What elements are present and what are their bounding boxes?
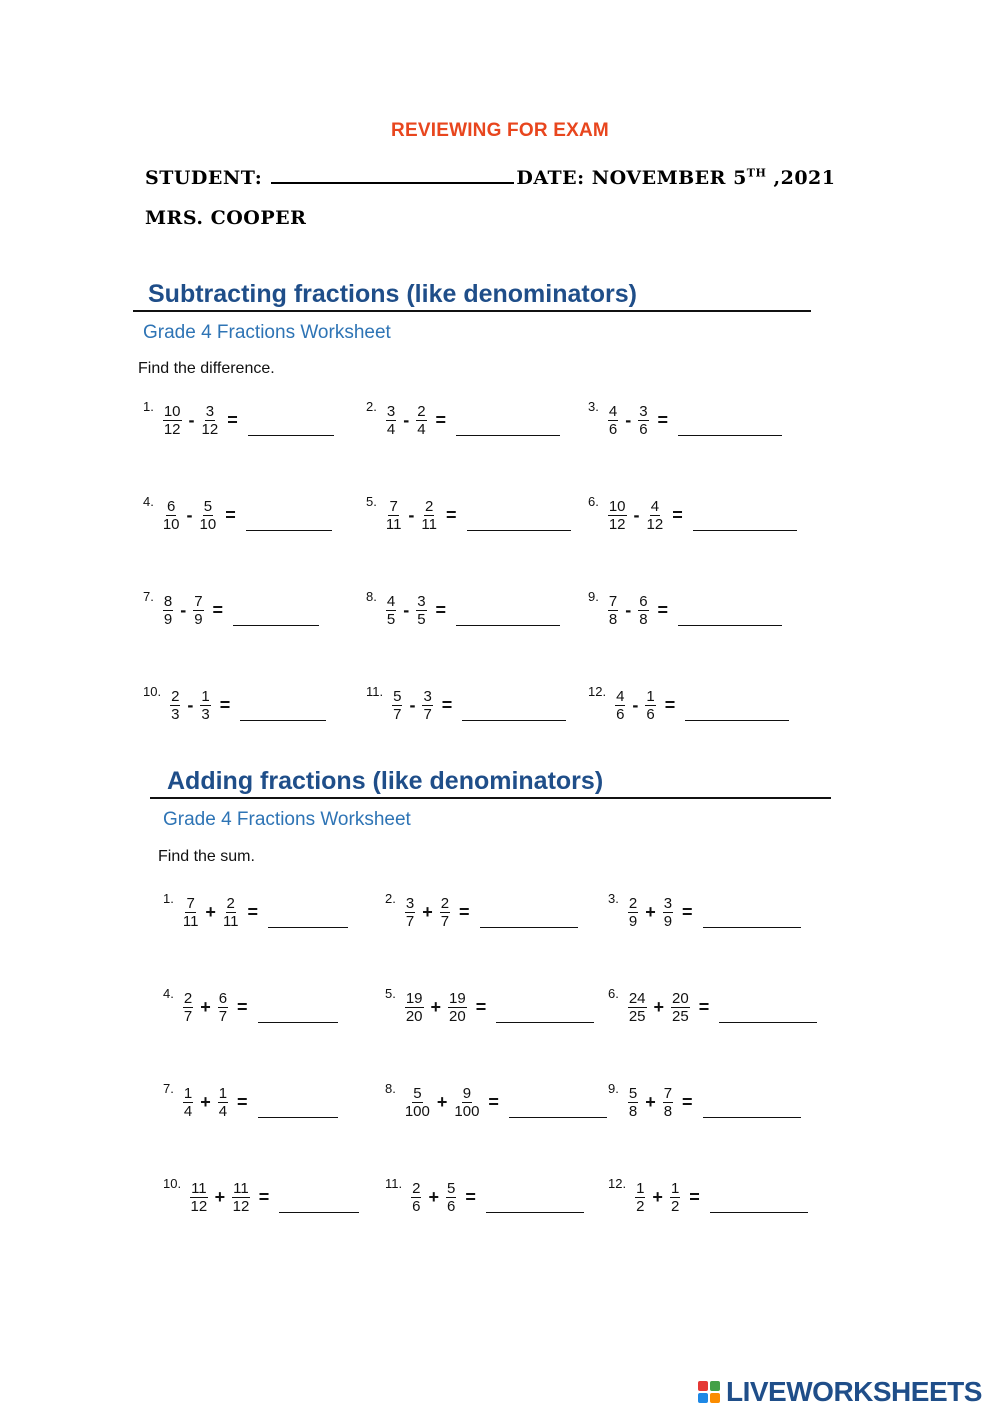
addition-problem bbox=[163, 1078, 338, 1126]
answer-field[interactable] bbox=[486, 1182, 584, 1213]
denominator: 7 bbox=[405, 912, 415, 930]
denominator: 6 bbox=[412, 1197, 421, 1215]
denominator: 5 bbox=[386, 610, 396, 628]
fraction bbox=[637, 593, 649, 628]
numerator: 1 bbox=[201, 687, 210, 705]
numerator: 5 bbox=[203, 497, 213, 515]
date-year: ,2021 bbox=[766, 167, 836, 189]
numerator: 2 bbox=[425, 497, 434, 515]
denominator: 9 bbox=[163, 610, 173, 628]
problem-number: 5. bbox=[366, 494, 377, 509]
equals-sign: = bbox=[682, 901, 693, 922]
denominator: 7 bbox=[218, 1007, 228, 1025]
numerator: 7 bbox=[389, 497, 398, 515]
denominator: 7 bbox=[183, 1007, 193, 1025]
denominator: 10 bbox=[199, 515, 217, 533]
denominator: 11 bbox=[421, 515, 437, 533]
problem-number: 10. bbox=[163, 1176, 182, 1191]
denominator: 12 bbox=[163, 420, 181, 438]
equals-sign: = bbox=[664, 694, 676, 715]
fraction bbox=[222, 895, 240, 930]
logo-square bbox=[698, 1381, 708, 1391]
denominator: 9 bbox=[628, 912, 638, 930]
fraction bbox=[646, 498, 665, 533]
equals-sign: = bbox=[459, 901, 470, 922]
fraction bbox=[385, 403, 397, 438]
fraction bbox=[404, 1085, 431, 1120]
subtraction-problem bbox=[143, 491, 332, 539]
brand-name: LIVEWORKSHEETS bbox=[726, 1376, 982, 1407]
denominator: 3 bbox=[171, 705, 180, 723]
denominator: 12 bbox=[646, 515, 664, 533]
numerator: 5 bbox=[628, 1084, 638, 1102]
fraction bbox=[627, 1085, 639, 1120]
equals-sign: = bbox=[227, 409, 238, 430]
subtraction-problem bbox=[588, 586, 782, 634]
fraction bbox=[231, 1180, 251, 1215]
fraction bbox=[644, 688, 656, 723]
fraction bbox=[162, 593, 174, 628]
problem-number: 6. bbox=[608, 986, 619, 1001]
numerator: 11 bbox=[191, 1179, 207, 1197]
fraction bbox=[391, 688, 403, 723]
problem-number: 5. bbox=[385, 986, 396, 1001]
addition-problem bbox=[385, 888, 578, 936]
addition-problem bbox=[163, 888, 348, 936]
problem-number: 7. bbox=[163, 1081, 174, 1096]
subtraction-instruction: Find the difference. bbox=[138, 360, 275, 377]
equals-sign: = bbox=[435, 409, 447, 430]
fraction bbox=[420, 498, 438, 533]
numerator: 3 bbox=[205, 402, 215, 420]
denominator: 20 bbox=[449, 1007, 466, 1025]
numerator: 3 bbox=[663, 894, 673, 912]
fraction bbox=[182, 990, 194, 1025]
numerator: 1 bbox=[670, 1179, 680, 1197]
numerator: 4 bbox=[650, 497, 660, 515]
denominator: 4 bbox=[218, 1102, 228, 1120]
subtraction-problem bbox=[588, 681, 789, 729]
problem-number: 3. bbox=[608, 891, 619, 906]
answer-field[interactable] bbox=[462, 690, 566, 721]
numerator: 10 bbox=[163, 402, 181, 420]
logo-square bbox=[710, 1381, 720, 1391]
equals-sign: = bbox=[258, 1186, 270, 1207]
answer-field[interactable] bbox=[268, 897, 348, 928]
numerator: 5 bbox=[393, 687, 402, 705]
fraction bbox=[614, 688, 626, 723]
operator: + bbox=[200, 996, 211, 1017]
subtraction-problem bbox=[143, 586, 319, 634]
operator: - bbox=[186, 504, 193, 525]
numerator: 7 bbox=[663, 1084, 673, 1102]
addition-problem bbox=[163, 1173, 359, 1221]
fraction bbox=[662, 895, 674, 930]
operator: - bbox=[403, 599, 410, 620]
subtraction-problem bbox=[366, 681, 566, 729]
denominator: 6 bbox=[616, 705, 625, 723]
operator: + bbox=[645, 1091, 656, 1112]
subtraction-problem bbox=[588, 396, 782, 444]
answer-field[interactable] bbox=[685, 690, 789, 721]
denominator: 100 bbox=[404, 1102, 430, 1120]
answer-field[interactable] bbox=[233, 595, 319, 626]
answer-field[interactable] bbox=[719, 992, 817, 1023]
denominator: 3 bbox=[201, 705, 210, 723]
numerator: 19 bbox=[405, 989, 423, 1007]
equals-sign: = bbox=[435, 599, 447, 620]
numerator: 2 bbox=[628, 894, 638, 912]
fraction bbox=[162, 403, 183, 438]
fraction bbox=[669, 1180, 681, 1215]
subtraction-title: Subtracting fractions (like denominators) bbox=[148, 280, 637, 308]
denominator: 5 bbox=[417, 610, 426, 628]
problem-number: 7. bbox=[143, 589, 154, 604]
answer-field[interactable] bbox=[240, 690, 326, 721]
equals-sign: = bbox=[237, 996, 248, 1017]
logo-square bbox=[698, 1393, 708, 1403]
denominator: 2 bbox=[636, 1197, 645, 1215]
operator: + bbox=[436, 1091, 448, 1112]
student-label: STUDENT: bbox=[145, 167, 263, 189]
problem-number: 2. bbox=[385, 891, 396, 906]
numerator: 1 bbox=[183, 1084, 193, 1102]
denominator: 4 bbox=[183, 1102, 193, 1120]
denominator: 9 bbox=[663, 912, 673, 930]
fraction bbox=[201, 403, 220, 438]
fraction bbox=[634, 1180, 646, 1215]
operator: - bbox=[187, 694, 194, 715]
problem-number: 4. bbox=[163, 986, 174, 1001]
fraction bbox=[607, 498, 628, 533]
fraction bbox=[415, 593, 427, 628]
numerator: 19 bbox=[449, 989, 466, 1007]
equals-sign: = bbox=[698, 996, 710, 1017]
denominator: 12 bbox=[190, 1197, 208, 1215]
denominator: 11 bbox=[182, 912, 199, 930]
denominator: 12 bbox=[232, 1197, 250, 1215]
subtraction-subtitle: Grade 4 Fractions Worksheet bbox=[143, 322, 391, 343]
fraction bbox=[627, 990, 648, 1025]
numerator: 6 bbox=[639, 592, 648, 610]
fraction bbox=[385, 593, 397, 628]
numerator: 4 bbox=[386, 592, 396, 610]
denominator: 7 bbox=[440, 912, 450, 930]
answer-field[interactable] bbox=[279, 1182, 359, 1213]
subtraction-problem bbox=[143, 396, 334, 444]
answer-field[interactable] bbox=[467, 500, 571, 531]
numerator: 24 bbox=[628, 989, 646, 1007]
addition-problem bbox=[608, 888, 801, 936]
operator: - bbox=[633, 504, 640, 525]
denominator: 11 bbox=[385, 515, 402, 533]
numerator: 2 bbox=[226, 894, 235, 912]
numerator: 2 bbox=[412, 1179, 421, 1197]
answer-field[interactable] bbox=[456, 405, 560, 436]
fraction bbox=[662, 1085, 674, 1120]
fraction bbox=[670, 990, 691, 1025]
denominator: 2 bbox=[670, 1197, 680, 1215]
denominator: 6 bbox=[639, 420, 648, 438]
denominator: 20 bbox=[405, 1007, 423, 1025]
addition-problem bbox=[163, 983, 338, 1031]
numerator: 3 bbox=[405, 894, 415, 912]
problem-number: 11. bbox=[366, 684, 384, 699]
denominator: 9 bbox=[194, 610, 203, 628]
equals-sign: = bbox=[237, 1091, 248, 1112]
subtraction-problem bbox=[366, 491, 571, 539]
answer-field[interactable] bbox=[496, 992, 594, 1023]
addition-problem bbox=[385, 983, 594, 1031]
problem-number: 12. bbox=[588, 684, 607, 699]
numerator: 4 bbox=[616, 687, 625, 705]
operator: + bbox=[430, 996, 442, 1017]
denominator: 8 bbox=[628, 1102, 638, 1120]
operator: - bbox=[625, 409, 632, 430]
numerator: 3 bbox=[417, 592, 426, 610]
denominator: 4 bbox=[417, 420, 426, 438]
problem-number: 9. bbox=[588, 589, 599, 604]
fraction bbox=[410, 1180, 422, 1215]
answer-field[interactable] bbox=[703, 897, 801, 928]
numerator: 2 bbox=[171, 687, 180, 705]
fraction bbox=[415, 403, 427, 438]
fraction bbox=[445, 1180, 457, 1215]
denominator: 7 bbox=[423, 705, 432, 723]
answer-field[interactable] bbox=[248, 405, 334, 436]
subtraction-problem bbox=[588, 491, 797, 539]
operator: - bbox=[188, 409, 195, 430]
operator: + bbox=[205, 901, 216, 922]
operator: + bbox=[200, 1091, 211, 1112]
numerator: 3 bbox=[386, 402, 396, 420]
numerator: 5 bbox=[413, 1084, 422, 1102]
addition-subtitle: Grade 4 Fractions Worksheet bbox=[163, 809, 411, 830]
denominator: 12 bbox=[608, 515, 626, 533]
equals-sign: = bbox=[475, 996, 487, 1017]
fraction bbox=[607, 593, 619, 628]
fraction bbox=[404, 990, 425, 1025]
denominator: 6 bbox=[446, 1197, 456, 1215]
denominator: 8 bbox=[663, 1102, 673, 1120]
denominator: 6 bbox=[608, 420, 618, 438]
numerator: 4 bbox=[608, 402, 618, 420]
answer-field[interactable] bbox=[703, 1087, 801, 1118]
numerator: 2 bbox=[440, 894, 450, 912]
fraction bbox=[162, 498, 181, 533]
problem-number: 1. bbox=[143, 399, 154, 414]
equals-sign: = bbox=[465, 1186, 476, 1207]
denominator: 12 bbox=[201, 420, 219, 438]
equals-sign: = bbox=[441, 694, 453, 715]
answer-field[interactable] bbox=[678, 405, 782, 436]
answer-field[interactable] bbox=[480, 897, 578, 928]
equals-sign: = bbox=[247, 901, 259, 922]
problem-number: 4. bbox=[143, 494, 154, 509]
numerator: 1 bbox=[218, 1084, 228, 1102]
denominator: 11 bbox=[222, 912, 239, 930]
equals-sign: = bbox=[446, 504, 457, 525]
numerator: 7 bbox=[186, 894, 195, 912]
fraction bbox=[169, 688, 181, 723]
equals-sign: = bbox=[682, 1091, 693, 1112]
subtraction-title-rule bbox=[133, 310, 811, 312]
problem-number: 2. bbox=[366, 399, 377, 414]
problem-number: 9. bbox=[608, 1081, 619, 1096]
operator: - bbox=[403, 409, 410, 430]
fraction bbox=[189, 1180, 209, 1215]
operator: - bbox=[625, 599, 632, 620]
problem-number: 12. bbox=[608, 1176, 627, 1191]
fraction bbox=[607, 403, 619, 438]
teacher-name: MRS. COOPER bbox=[145, 207, 307, 229]
fraction bbox=[385, 498, 403, 533]
fraction bbox=[637, 403, 649, 438]
addition-instruction: Find the sum. bbox=[158, 848, 255, 865]
problem-number: 8. bbox=[366, 589, 377, 604]
subtraction-problem bbox=[366, 586, 560, 634]
denominator: 8 bbox=[639, 610, 648, 628]
problem-number: 8. bbox=[385, 1081, 396, 1096]
addition-problem bbox=[385, 1078, 607, 1126]
fraction bbox=[199, 688, 211, 723]
fraction bbox=[404, 895, 416, 930]
fraction bbox=[439, 895, 451, 930]
operator: - bbox=[632, 694, 639, 715]
numerator: 7 bbox=[608, 592, 618, 610]
fraction bbox=[453, 1085, 480, 1120]
operator: - bbox=[180, 599, 187, 620]
date-superscript: TH bbox=[746, 166, 767, 180]
numerator: 8 bbox=[163, 592, 173, 610]
denominator: 8 bbox=[608, 610, 618, 628]
subtraction-problem bbox=[366, 396, 560, 444]
equals-sign: = bbox=[219, 694, 231, 715]
answer-field[interactable] bbox=[456, 595, 560, 626]
answer-field[interactable] bbox=[509, 1087, 607, 1118]
denominator: 25 bbox=[672, 1007, 689, 1025]
student-name-field[interactable] bbox=[271, 166, 514, 184]
fraction bbox=[447, 990, 468, 1025]
fraction bbox=[199, 498, 218, 533]
numerator: 1 bbox=[636, 1179, 645, 1197]
date-label: DATE: NOVEMBER 5 bbox=[516, 167, 747, 189]
answer-field[interactable] bbox=[693, 500, 797, 531]
fraction bbox=[182, 1085, 194, 1120]
operator: + bbox=[422, 901, 433, 922]
problem-number: 1. bbox=[163, 891, 174, 906]
numerator: 20 bbox=[672, 989, 689, 1007]
numerator: 2 bbox=[417, 402, 426, 420]
answer-field[interactable] bbox=[258, 1087, 338, 1118]
problem-number: 3. bbox=[588, 399, 599, 414]
fraction bbox=[217, 1085, 229, 1120]
denominator: 6 bbox=[646, 705, 655, 723]
fraction bbox=[182, 895, 200, 930]
operator: - bbox=[408, 504, 415, 525]
fraction bbox=[217, 990, 229, 1025]
denominator: 100 bbox=[454, 1102, 480, 1120]
answer-field[interactable] bbox=[246, 500, 332, 531]
denominator: 25 bbox=[628, 1007, 646, 1025]
equals-sign: = bbox=[212, 599, 224, 620]
equals-sign: = bbox=[657, 409, 669, 430]
problem-number: 10. bbox=[143, 684, 162, 699]
equals-sign: = bbox=[689, 1186, 700, 1207]
addition-problem bbox=[608, 1173, 808, 1221]
denominator: 4 bbox=[386, 420, 396, 438]
numerator: 2 bbox=[183, 989, 193, 1007]
equals-sign: = bbox=[488, 1091, 499, 1112]
numerator: 6 bbox=[167, 497, 176, 515]
numerator: 6 bbox=[218, 989, 228, 1007]
addition-title: Adding fractions (like denominators) bbox=[167, 767, 604, 795]
equals-sign: = bbox=[657, 599, 669, 620]
numerator: 3 bbox=[639, 402, 648, 420]
denominator: 10 bbox=[162, 515, 180, 533]
problem-number: 11. bbox=[385, 1176, 403, 1191]
equals-sign: = bbox=[225, 504, 236, 525]
numerator: 10 bbox=[608, 497, 626, 515]
liveworksheets-brand bbox=[698, 1376, 982, 1408]
logo-square bbox=[710, 1393, 720, 1403]
operator: + bbox=[645, 901, 656, 922]
numerator: 3 bbox=[423, 687, 432, 705]
operator: + bbox=[652, 1186, 663, 1207]
addition-problem bbox=[608, 1078, 801, 1126]
operator: - bbox=[409, 694, 416, 715]
numerator: 11 bbox=[233, 1179, 249, 1197]
denominator: 7 bbox=[393, 705, 402, 723]
answer-field[interactable] bbox=[710, 1182, 808, 1213]
equals-sign: = bbox=[672, 504, 683, 525]
addition-problem bbox=[608, 983, 817, 1031]
liveworksheets-logo-icon bbox=[698, 1381, 720, 1403]
answer-field[interactable] bbox=[678, 595, 782, 626]
fraction bbox=[421, 688, 433, 723]
addition-problem bbox=[385, 1173, 584, 1221]
numerator: 7 bbox=[194, 592, 203, 610]
operator: + bbox=[214, 1186, 226, 1207]
answer-field[interactable] bbox=[258, 992, 338, 1023]
page-title: REVIEWING FOR EXAM bbox=[391, 120, 609, 141]
fraction bbox=[192, 593, 204, 628]
subtraction-problem bbox=[143, 681, 326, 729]
operator: + bbox=[653, 996, 665, 1017]
addition-title-rule bbox=[150, 797, 831, 799]
numerator: 9 bbox=[462, 1084, 472, 1102]
problem-number: 6. bbox=[588, 494, 599, 509]
operator: + bbox=[428, 1186, 439, 1207]
student-date-line bbox=[145, 166, 836, 189]
fraction bbox=[627, 895, 639, 930]
numerator: 1 bbox=[646, 687, 655, 705]
numerator: 5 bbox=[446, 1179, 456, 1197]
